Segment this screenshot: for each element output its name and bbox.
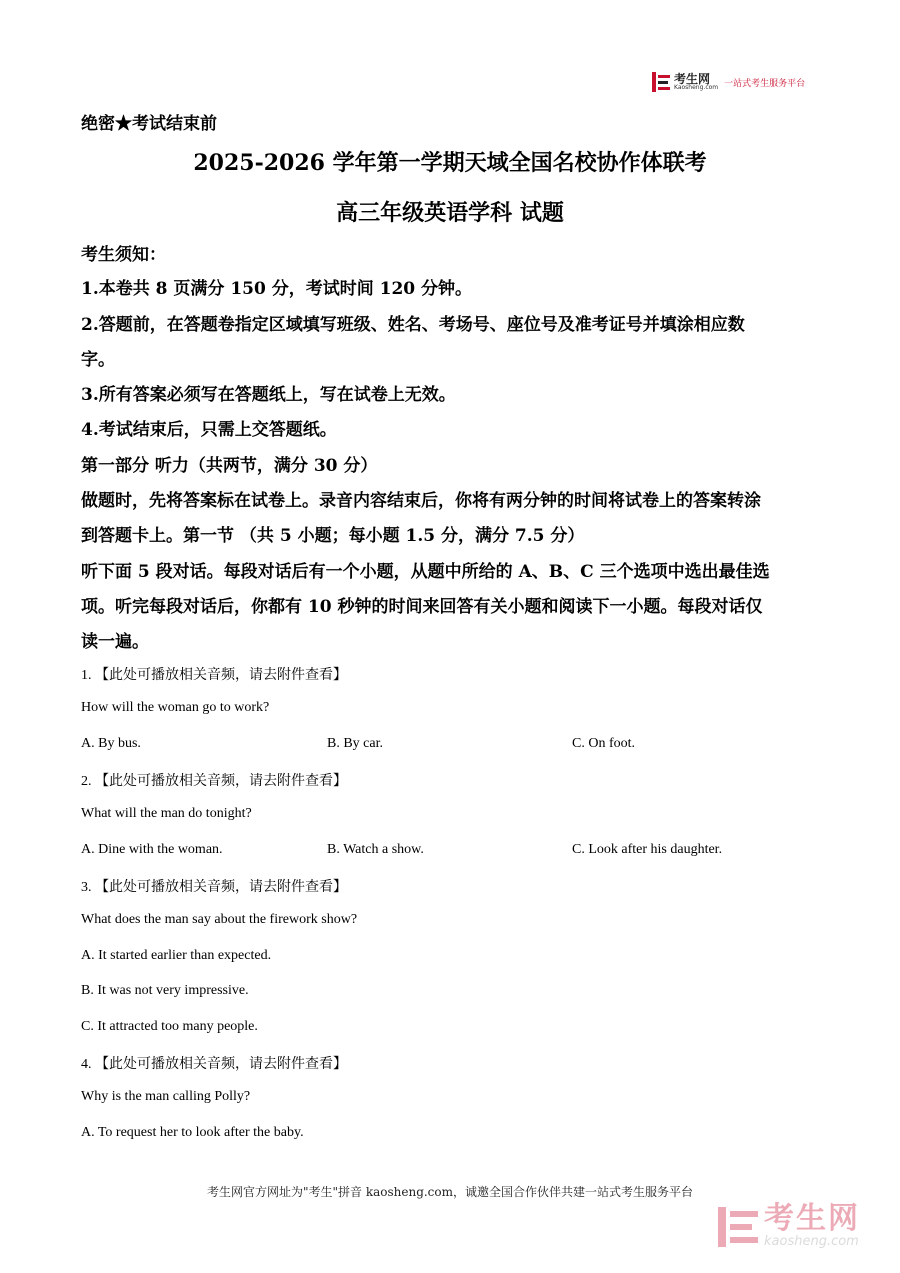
q3-option-c: C. It attracted too many people. [81, 1019, 258, 1034]
q2-option-c: C. Look after his daughter. [572, 842, 723, 857]
q1-option-a: A. By bus. [81, 736, 141, 751]
logo-name-cn: 考生网 [674, 72, 711, 86]
q3-option-a: A. It started earlier than expected. [81, 948, 272, 963]
q1-option-b: B. By car. [327, 736, 383, 751]
kaosheng-logo-icon [652, 72, 670, 92]
watermark-name-en: kaosheng.com [764, 1234, 859, 1249]
notice-item-3: 3.所有答案必须写在答题纸上，写在试卷上无效。 [81, 385, 456, 405]
exam-title: 2025-2026 学年第一学期天域全国名校协作体联考 [193, 150, 707, 176]
q2-option-a: A. Dine with the woman. [81, 842, 223, 857]
watermark [716, 1201, 860, 1249]
section-heading: 第一部分 听力（共两节，满分 30 分） [81, 456, 378, 476]
q3-option-b: B. It was not very impressive. [81, 983, 249, 998]
q2-option-b: B. Watch a show. [327, 842, 424, 857]
q2-question: What will the man do tonight? [81, 806, 252, 821]
exam-subtitle: 高三年级英语学科 试题 [336, 200, 564, 226]
q4-audio-link[interactable]: 4. 【此处可播放相关音频，请去附件查看】 [81, 1057, 347, 1072]
watermark-name-cn: 考生网 [764, 1201, 860, 1236]
q1-option-c: C. On foot. [572, 736, 635, 751]
section-instruction: 到答题卡上。第一节 （共 5 小题；每小题 1.5 分，满分 7.5 分） [81, 526, 585, 546]
q4-question: Why is the man calling Polly? [81, 1089, 251, 1104]
logo-slogan: 一站式考生服务平台 [724, 78, 806, 89]
watermark-logo-icon [716, 1205, 760, 1249]
brand-logo [652, 72, 805, 92]
notice-item-2-cont: 字。 [81, 350, 115, 370]
q1-question: How will the woman go to work? [81, 700, 270, 715]
section-instruction: 读一遍。 [81, 632, 149, 652]
section-instruction: 项。听完每段对话后，你都有 10 秒钟的时间来回答有关小题和阅读下一小题。每段对话仅 [81, 597, 763, 617]
section-instruction: 做题时，先将答案标在试卷上。录音内容结束后，你将有两分钟的时间将试卷上的答案转涂 [81, 491, 761, 511]
q3-audio-link[interactable]: 3. 【此处可播放相关音频，请去附件查看】 [81, 880, 347, 895]
section-instruction: 听下面 5 段对话。每段对话后有一个小题，从题中所给的 A、B、C 三个选项中选出最佳选 [81, 562, 770, 582]
notice-item-2: 2.答题前，在答题卷指定区域填写班级、姓名、考场号、座位号及准考证号并填涂相应数 [81, 315, 745, 335]
q4-option-a: A. To request her to look after the baby. [81, 1125, 304, 1140]
q3-question: What does the man say about the firework show? [81, 912, 358, 927]
q1-audio-link[interactable]: 1. 【此处可播放相关音频，请去附件查看】 [81, 668, 347, 683]
notice-heading: 考生须知： [81, 245, 166, 265]
notice-item-1: 1.本卷共 8 页满分 150 分，考试时间 120 分钟。 [81, 279, 473, 299]
q2-audio-link[interactable]: 2. 【此处可播放相关音频，请去附件查看】 [81, 774, 347, 789]
secret-label: 绝密★考试结束前 [81, 114, 217, 134]
logo-name-en: Kaosheng.com [674, 84, 719, 91]
page-footer: 考生网官方网址为"考生"拼音 kaosheng.com，诚邀全国合作伙伴共建一站式考生服务平台 [206, 1185, 694, 1199]
notice-item-4: 4.考试结束后，只需上交答题纸。 [81, 420, 337, 440]
